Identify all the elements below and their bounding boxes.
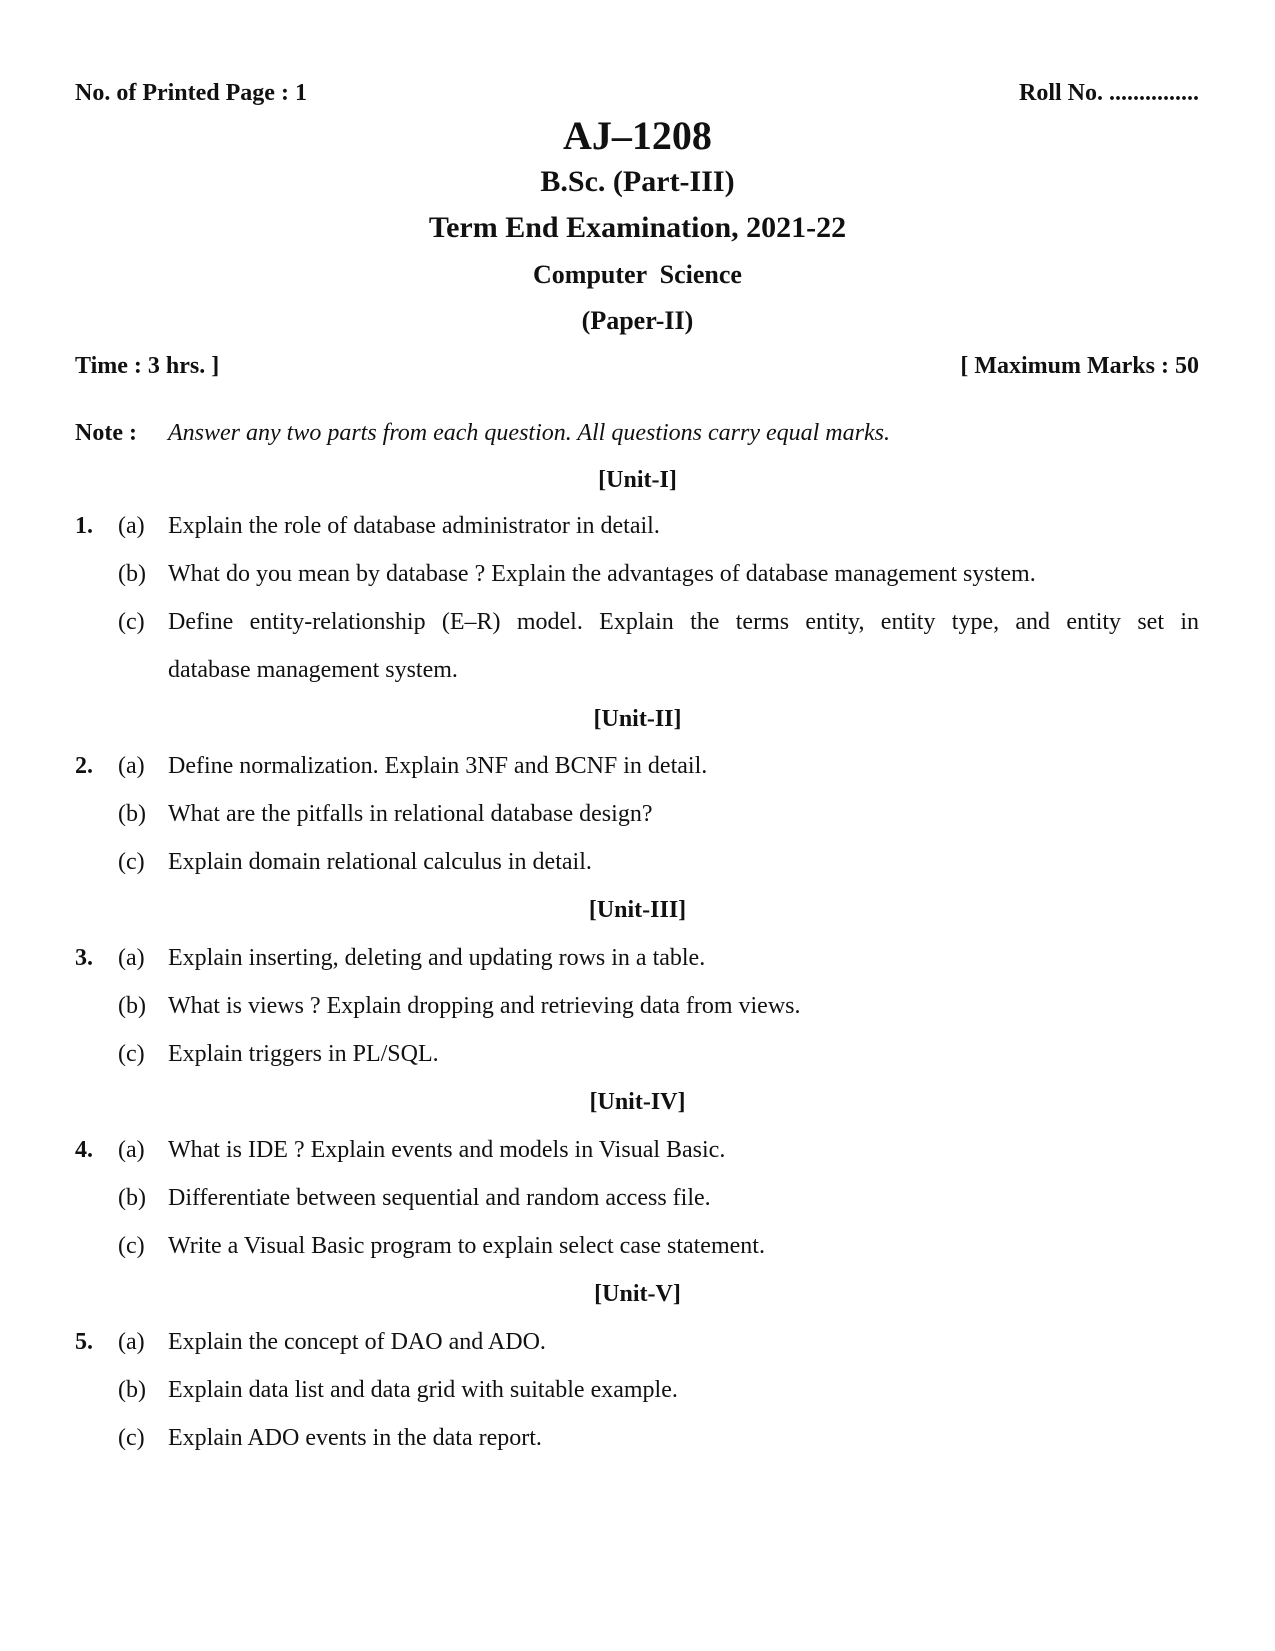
part-text: What is IDE ? Explain events and models in Visual Basic. xyxy=(168,1137,726,1163)
maximum-marks: [ Maximum Marks : 50 xyxy=(960,353,1199,379)
part-label: (c) xyxy=(118,1233,145,1259)
subject-name: Computer Science xyxy=(533,260,742,289)
unit-heading: [Unit-I] xyxy=(598,467,677,493)
part-text: What is views ? Explain dropping and retrieving data from views. xyxy=(168,993,801,1019)
part-text: Explain ADO events in the data report. xyxy=(168,1425,542,1451)
part-text: Explain inserting, deleting and updating rows in a table. xyxy=(168,945,706,971)
part-text: Explain data list and data grid with suitable example. xyxy=(168,1377,678,1403)
part-label: (b) xyxy=(118,993,146,1019)
roll-number-field: Roll No. ............... xyxy=(1019,80,1199,106)
part-label: (b) xyxy=(118,1377,146,1403)
unit-heading: [Unit-V] xyxy=(594,1281,681,1307)
question-number: 4. xyxy=(75,1137,93,1163)
part-label: (c) xyxy=(118,1041,145,1067)
part-text: Define normalization. Explain 3NF and BCNF in detail. xyxy=(168,753,708,779)
part-text-continuation: database management system. xyxy=(168,657,458,683)
part-label: (a) xyxy=(118,513,145,539)
part-text: What are the pitfalls in relational database design? xyxy=(168,801,653,827)
part-label: (b) xyxy=(118,561,146,587)
part-label: (c) xyxy=(118,1425,145,1451)
part-label: (b) xyxy=(118,1185,146,1211)
part-text: Explain the role of database administrator in detail. xyxy=(168,513,660,539)
note-label: Note : xyxy=(75,420,137,446)
paper-number: (Paper-II) xyxy=(581,306,694,335)
part-text: Write a Visual Basic program to explain select case statement. xyxy=(168,1233,765,1259)
part-text: Define entity-relationship (E–R) model. Explain the terms entity, entity type, and entity set in xyxy=(168,609,1199,635)
part-label: (b) xyxy=(118,801,146,827)
course-name: B.Sc. (Part-III) xyxy=(540,165,735,198)
question-number: 2. xyxy=(75,753,93,779)
header-row xyxy=(75,80,1199,107)
note-text: Answer any two parts from each question. All questions carry equal marks. xyxy=(168,420,890,446)
time-marks-row xyxy=(75,353,1199,380)
unit-heading: [Unit-II] xyxy=(593,706,682,732)
part-label: (a) xyxy=(118,753,145,779)
part-text: Explain domain relational calculus in detail. xyxy=(168,849,592,875)
part-text: What do you mean by database ? Explain the advantages of database management system. xyxy=(168,561,1036,587)
question-number: 1. xyxy=(75,513,93,539)
part-label: (a) xyxy=(118,1329,145,1355)
part-label: (c) xyxy=(118,849,145,875)
unit-heading: [Unit-III] xyxy=(588,897,687,923)
question-number: 3. xyxy=(75,945,93,971)
time-allowed: Time : 3 hrs. ] xyxy=(75,353,220,379)
unit-heading: [Unit-IV] xyxy=(589,1089,686,1115)
exam-title: Term End Examination, 2021-22 xyxy=(428,211,847,244)
part-text: Differentiate between sequential and random access file. xyxy=(168,1185,711,1211)
part-label: (a) xyxy=(118,945,145,971)
question-number: 5. xyxy=(75,1329,93,1355)
instructions-note xyxy=(75,420,890,447)
part-text: Explain triggers in PL/SQL. xyxy=(168,1041,439,1067)
paper-code: AJ–1208 xyxy=(563,113,712,158)
part-label: (a) xyxy=(118,1137,145,1163)
part-text: Explain the concept of DAO and ADO. xyxy=(168,1329,546,1355)
part-label: (c) xyxy=(118,609,145,635)
printed-pages-label: No. of Printed Page : 1 xyxy=(75,80,307,106)
